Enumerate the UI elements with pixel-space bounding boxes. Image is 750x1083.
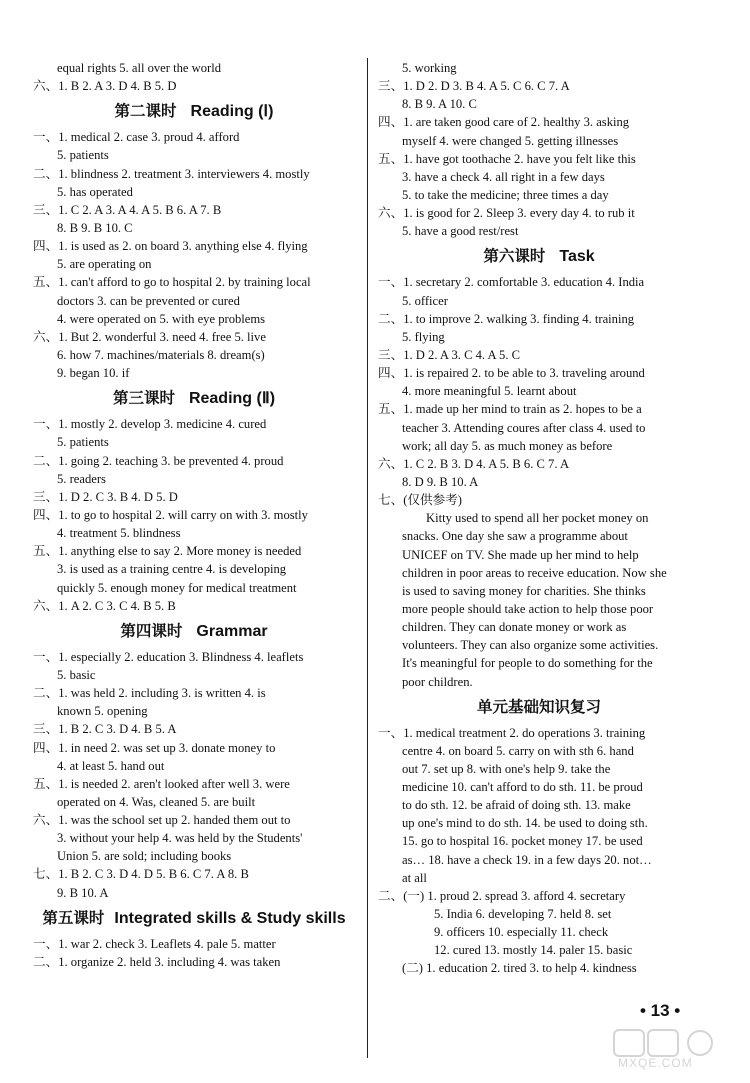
- section-heading: [378, 240, 700, 273]
- answer-line: 五、1. can't afford to go to hospital 2. by training local: [33, 275, 311, 290]
- watermark-logo: [612, 1028, 737, 1074]
- answer-line: 12. cured 13. mostly 14. paler 15. basic: [434, 943, 633, 958]
- answer-line: 六、1. But 2. wonderful 3. need 4. free 5. live: [33, 329, 266, 344]
- answer-line: Union 5. are sold; including books: [57, 849, 232, 864]
- answer-line: medicine 10. can't afford to do sth. 11. be proud: [402, 780, 643, 795]
- answer-line: children in poor areas to receive education. Now she: [402, 565, 667, 580]
- answer-line: 15. go to hospital 16. pocket money 17. be used: [402, 834, 643, 849]
- answer-line: myself 4. were changed 5. getting illnesses: [402, 133, 619, 148]
- answer-line: equal rights 5. all over the world: [57, 61, 222, 75]
- answer-line: 二、1. was held 2. including 3. is written 4. is: [33, 686, 266, 701]
- answer-line: 六、1. is good for 2. Sleep 3. every day 4. to rub it: [378, 206, 635, 221]
- answer-line: 5. basic: [57, 667, 96, 682]
- answer-line: 一、1. secretary 2. comfortable 3. education 4. India: [378, 275, 645, 290]
- answer-line: 9. officers 10. especially 11. check: [434, 925, 609, 940]
- answer-line: 二、1. going 2. teaching 3. be prevented 4. proud: [33, 453, 284, 468]
- answer-line: 三、1. D 2. A 3. C 4. A 5. C: [378, 347, 521, 362]
- answer-line: 三、1. D 2. D 3. B 4. A 5. C 6. C 7. A: [378, 79, 570, 94]
- answer-line: centre 4. on board 5. carry on with sth 6. hand: [402, 743, 634, 758]
- answer-line: 5. to take the medicine; three times a day: [402, 187, 609, 202]
- answer-line: 一、1. medical 2. case 3. proud 4. afford: [33, 130, 240, 145]
- answer-line: 五、1. is needed 2. aren't looked after well 3. were: [33, 776, 290, 791]
- page-number: • 13 •: [640, 1001, 681, 1020]
- column-divider: [367, 58, 368, 1058]
- answer-line: Kitty used to spend all her pocket money on: [426, 511, 649, 526]
- answer-line: out 7. set up 8. with one's help 9. take the: [402, 761, 611, 776]
- answer-line: 二、1. blindness 2. treatment 3. interviewers 4. mostly: [33, 166, 310, 181]
- answer-line: 四、1. are taken good care of 2. healthy 3. asking: [378, 115, 630, 130]
- answer-line: 5. patients: [57, 435, 109, 450]
- answer-line: 五、1. anything else to say 2. More money is needed: [33, 544, 302, 559]
- answer-line: operated on 4. Was, cleaned 5. are built: [57, 794, 256, 809]
- left-column: [33, 59, 355, 971]
- section-heading-en: Integrated skills & Study skills: [114, 909, 346, 927]
- section-heading-en: Task: [559, 248, 595, 266]
- watermark-icon: [612, 1028, 737, 1058]
- right-column: [378, 59, 700, 978]
- answer-line: 二、1. to improve 2. walking 3. finding 4. training: [378, 311, 635, 326]
- answer-line: 四、1. is used as 2. on board 3. anything else 4. flying: [33, 239, 308, 254]
- answer-line: 六、1. was the school set up 2. handed them out to: [33, 813, 291, 828]
- answer-line: 8. B 9. B 10. C: [57, 220, 133, 235]
- answer-line: 五、1. have got toothache 2. have you felt like this: [378, 151, 636, 166]
- answer-line: (二) 1. education 2. tired 3. to help 4. kindness: [402, 961, 637, 976]
- answer-line: up one's mind to do sth. 14. be used to doing sth.: [402, 816, 648, 831]
- answer-line: 三、1. C 2. A 3. A 4. A 5. B 6. A 7. B: [33, 202, 222, 217]
- answer-line: 3. have a check 4. all right in a few days: [402, 169, 605, 184]
- answer-line: It's meaningful for people to do something for the: [402, 656, 653, 671]
- section-heading: [33, 382, 355, 415]
- answer-line: 3. is used as a training centre 4. is developing: [57, 562, 287, 577]
- answer-line: 3. without your help 4. was held by the Students': [57, 831, 303, 846]
- answer-line: quickly 5. enough money for medical treatment: [57, 580, 297, 595]
- answer-line: 四、1. in need 2. was set up 3. donate money to: [33, 740, 276, 755]
- answer-line: 七、(仅供参考): [378, 493, 462, 508]
- answer-line: 三、1. D 2. C 3. B 4. D 5. D: [33, 489, 178, 504]
- answer-line: 4. at least 5. hand out: [57, 758, 165, 773]
- answer-line: 一、1. mostly 2. develop 3. medicine 4. cured: [33, 417, 267, 432]
- answer-line: children. They can donate money or work as: [402, 620, 627, 635]
- answer-line: 4. were operated on 5. with eye problems: [57, 311, 266, 326]
- answer-line: 9. B 10. A: [57, 885, 109, 900]
- answer-line: UNICEF on TV. She made up her mind to help: [402, 547, 639, 562]
- answer-line: doctors 3. can be prevented or cured: [57, 293, 240, 308]
- section-heading-cn: 第四课时: [120, 621, 183, 640]
- answer-line: known 5. opening: [57, 704, 148, 719]
- answer-line: 8. B 9. A 10. C: [402, 97, 477, 112]
- answer-line: 5. are operating on: [57, 257, 152, 272]
- answer-line: 5. India 6. developing 7. held 8. set: [434, 907, 612, 922]
- answer-line: 5. has operated: [57, 184, 133, 199]
- section-heading-en: Reading (Ⅱ): [188, 390, 276, 408]
- answer-line: 5. readers: [57, 471, 106, 486]
- watermark-text: MXQE.COM: [618, 1056, 693, 1070]
- answer-line: 8. D 9. B 10. A: [402, 474, 479, 489]
- answer-line: 五、1. made up her mind to train as 2. hopes to be a: [378, 402, 642, 417]
- answer-line: 六、1. A 2. C 3. C 4. B 5. B: [33, 598, 176, 613]
- answer-line: 三、1. B 2. C 3. D 4. B 5. A: [33, 722, 177, 737]
- section-heading-cn: 第三课时: [112, 389, 175, 408]
- section-heading-en: Grammar: [196, 622, 268, 640]
- section-heading: [33, 615, 355, 648]
- section-heading-cn: 第二课时: [114, 102, 177, 121]
- answer-line: 四、1. is repaired 2. to be able to 3. traveling around: [378, 366, 645, 381]
- answer-line: at all: [402, 870, 427, 885]
- section-heading: [33, 95, 355, 128]
- answer-line: 二、(一) 1. proud 2. spread 3. afford 4. secretary: [378, 888, 626, 903]
- section-heading: [33, 902, 355, 935]
- answer-line: 5. officer: [402, 293, 448, 308]
- answer-line: as… 18. have a check 19. in a few days 20. not…: [402, 852, 652, 867]
- section-heading-cn: 第五课时: [42, 908, 105, 927]
- answer-line: 6. how 7. machines/materials 8. dream(s): [57, 347, 265, 362]
- answer-line: 七、1. B 2. C 3. D 4. D 5. B 6. C 7. A 8. B: [33, 867, 249, 882]
- answer-line: poor children.: [402, 674, 473, 689]
- answer-line: 六、1. B 2. A 3. D 4. B 5. D: [33, 79, 177, 94]
- answer-line: 9. began 10. if: [57, 366, 130, 381]
- answer-line: more people should take action to help those poor: [402, 601, 654, 616]
- answer-line: 5. have a good rest/rest: [402, 224, 519, 239]
- answer-line: 一、1. especially 2. education 3. Blindness 4. leaflets: [33, 649, 304, 664]
- section-heading-en: Reading (Ⅰ): [190, 103, 274, 121]
- answer-line: 5. patients: [57, 148, 109, 163]
- answer-line: 一、1. medical treatment 2. do operations 3. training: [378, 725, 646, 740]
- answer-line: 4. treatment 5. blindness: [57, 526, 181, 541]
- answer-line: teacher 3. Attending coures after class 4. used to: [402, 420, 646, 435]
- answer-line: 5. working: [402, 61, 457, 75]
- section-heading-cn: 第六课时: [483, 247, 546, 266]
- section-heading: [378, 691, 700, 724]
- answer-line: 四、1. to go to hospital 2. will carry on with 3. mostly: [33, 507, 308, 522]
- answer-line: is used to saving money for charities. She thinks: [402, 583, 646, 598]
- section-heading-cn: 单元基础知识复习: [476, 697, 601, 716]
- answer-line: 六、1. C 2. B 3. D 4. A 5. B 6. C 7. A: [378, 456, 570, 471]
- answer-line: volunteers. They can also organize some activities.: [402, 638, 659, 653]
- answer-line: 二、1. organize 2. held 3. including 4. was taken: [33, 954, 281, 969]
- answer-line: 一、1. war 2. check 3. Leaflets 4. pale 5. matter: [33, 936, 276, 951]
- answer-line: 4. more meaningful 5. learnt about: [402, 384, 577, 399]
- answer-line: work; all day 5. as much money as before: [402, 438, 613, 453]
- answer-line: snacks. One day she saw a programme about: [402, 529, 628, 544]
- answer-line: 5. flying: [402, 329, 445, 344]
- answer-line: to do sth. 12. be afraid of doing sth. 13. make: [402, 798, 631, 813]
